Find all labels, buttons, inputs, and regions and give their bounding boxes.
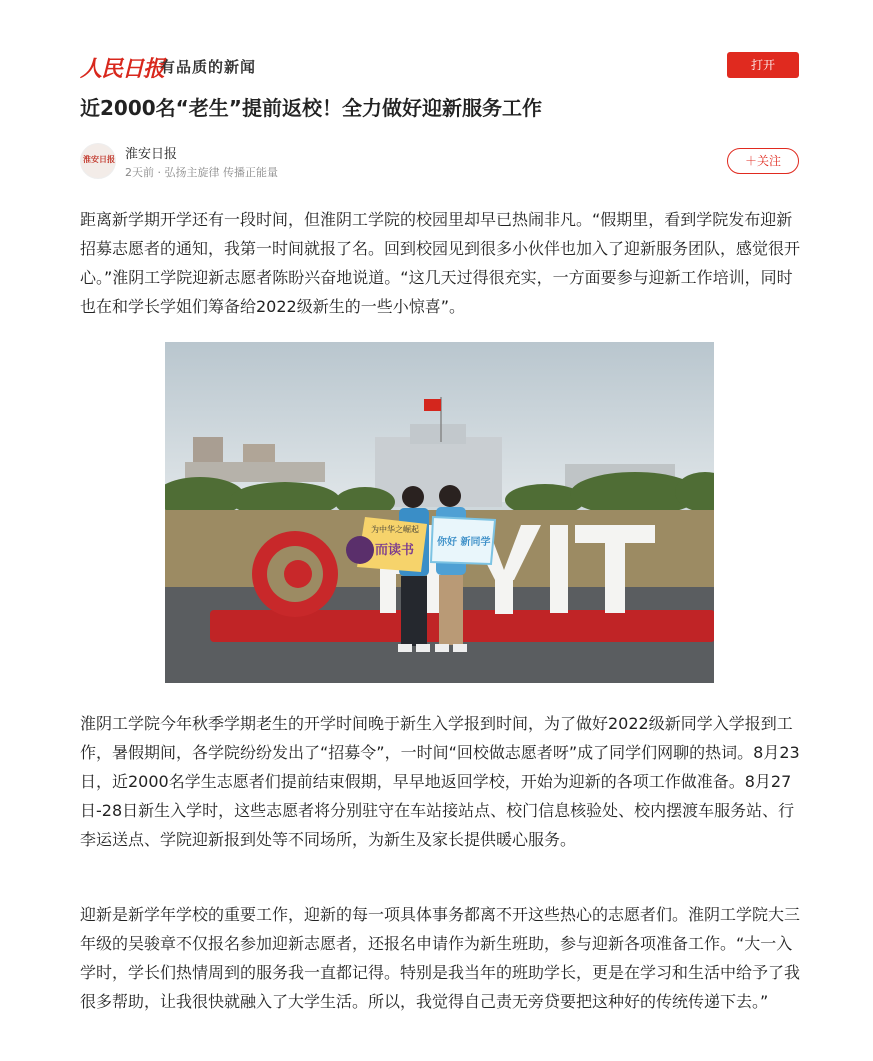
card-left-top-text: 为中华之崛起 bbox=[371, 525, 419, 534]
top-bar bbox=[80, 50, 799, 82]
brand-slogan: 有品质的新闻 bbox=[160, 58, 257, 76]
student-right bbox=[435, 485, 467, 652]
article-photo[interactable] bbox=[165, 342, 714, 683]
follow-label: 关注 bbox=[757, 154, 782, 168]
card-left-main-text: 而读书 bbox=[375, 543, 415, 558]
article-paragraph-3: 迎新是新学年学校的重要工作，迎新的每一项具体事务都离不开这些热心的志愿者们。淮阴工学院大三年级的吴骏章不仅报名参加迎新志愿者，还报名申请作为新生班助，参与迎新各项准备工作。“大一入学时，学长们热情周到的服务我一直都记得。特别是我当年的班助学长，更是在学习和生活中给予了我很多帮助，让我很快就融入了大学生活。所以，我觉得自己责无旁贷要把这种好的传统传递下去。” bbox=[80, 905, 801, 1011]
avatar-logo-text: 淮安日报 bbox=[83, 155, 115, 164]
card-right-text: 你好 新同学 bbox=[437, 537, 491, 548]
author-name[interactable]: 淮安日报 bbox=[125, 147, 178, 162]
card-right bbox=[431, 517, 495, 564]
article-title: 近2000名“老生”提前返校！全力做好迎新服务工作 bbox=[80, 96, 542, 120]
brand-logo[interactable]: 人民日报 bbox=[80, 56, 165, 82]
avatar[interactable] bbox=[80, 143, 116, 179]
plus-icon: ＋ bbox=[744, 154, 757, 168]
article-paragraph-2: 淮阴工学院今年秋季学期老生的开学时间晚于新生入学报到时间，为了做好2022级新同学入学报到工作，暑假期间，各学院纷纷发出了“招募令”，一时间“回校做志愿者呀”成了同学们网聊的热词。8月23日，近2000名学生志愿者们提前结束假期，早早地返回学校，开始为迎新的各项工作做准备。8月27日-28日新生入学时，这些志愿者将分别驻守在车站接站点、校门信息核验处、校内摆渡车服务站、行李运送点、学院迎新报到处等不同场所，为新生及家长提供暖心服务。 bbox=[80, 714, 800, 849]
follow-button[interactable] bbox=[727, 148, 799, 174]
author-meta: 2天前 · 弘扬主旋律 传播正能量 bbox=[125, 166, 278, 179]
article-paragraph-1: 距离新学期开学还有一段时间，但淮阴工学院的校园里却早已热闹非凡。“假期里，看到学院发布迎新招募志愿者的通知，我第一时间就报了名。回到校园见到很多小伙伴也加入了迎新服务团队，感觉很开心。”淮阴工学院迎新志愿者陈盼兴奋地说道。“这几天过得很充实，一方面要参与迎新工作培训，同时也在和学长学姐们筹备给2022级新生的一些小惊喜”。 bbox=[80, 210, 801, 316]
photo-illustration bbox=[165, 342, 714, 683]
flag bbox=[424, 399, 441, 411]
sign-at-symbol bbox=[252, 531, 338, 617]
open-app-button[interactable]: 打开 bbox=[727, 52, 799, 78]
author-bar bbox=[80, 143, 799, 183]
